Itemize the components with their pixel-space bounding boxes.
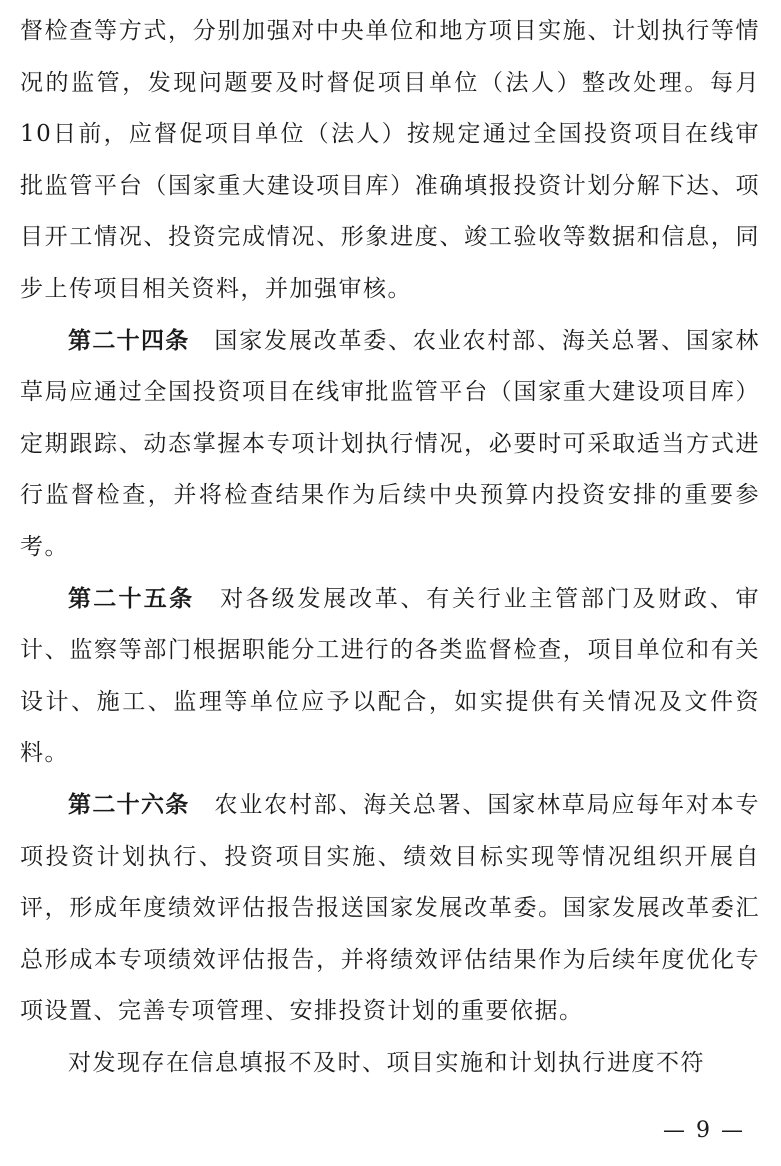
paragraph-continuation (20, 6, 760, 316)
article-label: 第二十五条 (68, 585, 195, 612)
paragraph-article-26 (20, 780, 760, 1038)
paragraph-text: 农业农村部、海关总署、国家林草局应每年对本专项投资计划执行、投资项目实施、绩效目标实现等情况组织开展自评，形成年度绩效评估报告报送国家发展改革委。国家发展改革委汇总形成本专项绩效评估报告，并将绩效评估结果作为后续年度优化专项设置、完善专项管理、安排投资计划的重要依据。 (20, 791, 761, 1025)
paragraph-text: 国家发展改革委、农业农村部、海关总署、国家林草局应通过全国投资项目在线审批监管平台（国家重大建设项目库）定期跟踪、动态掌握本专项计划执行情况，必要时可采取适当方式进行监督检查，并将检查结果作为后续中央预算内投资安排的重要参考。 (20, 327, 761, 560)
paragraph-text: 对各级发展改革、有关行业主管部门及财政、审计、监察等部门根据职能分工进行的各类监督检查，项目单位和有关设计、施工、监理等单位应予以配合，如实提供有关情况及文件资料。 (20, 585, 761, 767)
article-label: 第二十六条 (68, 791, 190, 818)
paragraph-trailing (20, 1038, 760, 1090)
paragraph-text (190, 792, 215, 818)
paragraph-text (194, 586, 220, 612)
page-number: — 9 — (663, 1118, 745, 1143)
paragraph-text: 督检查等方式，分别加强对中央单位和地方项目实施、计划执行等情况的监管，发现问题要及时督促项目单位（法人）整改处理。每月10日前，应督促项目单位（法人）按规定通过全国投资项目在线审批监管平台（国家重大建设项目库）准确填报投资计划分解下达、项目开工情况、投资完成情况、形象进度、竣工验收等数据和信息，同步上传项目相关资料，并加强审核。 (20, 18, 760, 302)
article-label: 第二十四条 (68, 327, 190, 354)
document-body (20, 6, 760, 1089)
paragraph-article-24 (20, 316, 760, 574)
paragraph-article-25 (20, 574, 760, 780)
paragraph-text (190, 328, 215, 354)
paragraph-text: 对发现存在信息填报不及时、项目实施和计划执行进度不符 (68, 1049, 705, 1076)
